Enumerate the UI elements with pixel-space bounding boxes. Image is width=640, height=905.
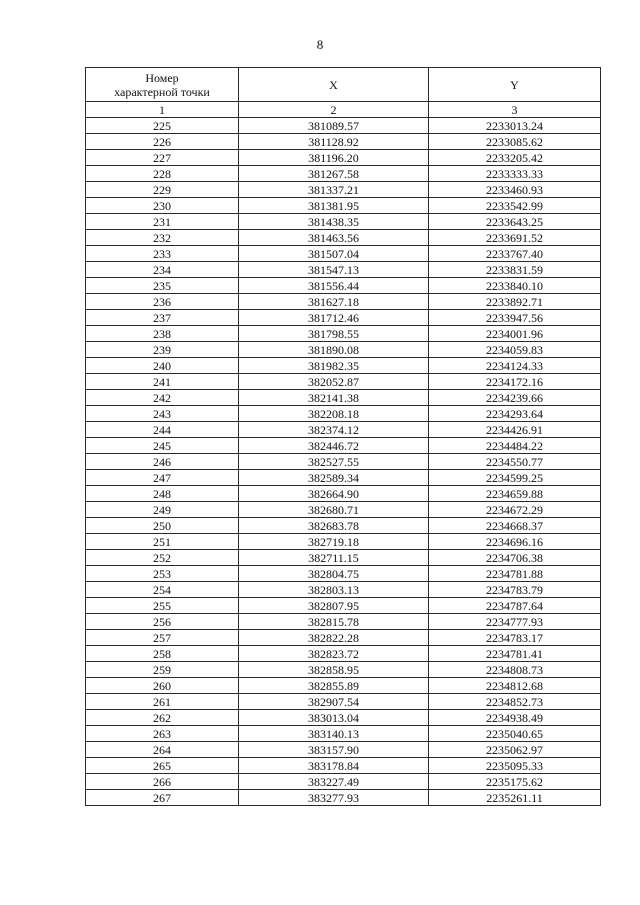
- table-row: [86, 182, 601, 198]
- y-coordinate-cell: 2234550.77: [429, 454, 601, 470]
- point-number-cell: 262: [86, 710, 239, 726]
- y-coordinate-cell: 2235040.65: [429, 726, 601, 742]
- y-coordinate-cell: 2234599.25: [429, 470, 601, 486]
- table-row: [86, 262, 601, 278]
- y-coordinate-cell: 2234668.37: [429, 518, 601, 534]
- table-row: [86, 294, 601, 310]
- y-coordinate-cell: 2233460.93: [429, 182, 601, 198]
- x-coordinate-cell: 383140.13: [239, 726, 429, 742]
- x-coordinate-cell: 381507.04: [239, 246, 429, 262]
- point-number-cell: 244: [86, 422, 239, 438]
- y-coordinate-cell: 2235062.97: [429, 742, 601, 758]
- point-number-cell: 245: [86, 438, 239, 454]
- table-row: [86, 422, 601, 438]
- y-coordinate-cell: 2235175.62: [429, 774, 601, 790]
- x-coordinate-cell: 382711.15: [239, 550, 429, 566]
- y-coordinate-cell: 2233085.62: [429, 134, 601, 150]
- point-number-cell: 252: [86, 550, 239, 566]
- x-coordinate-cell: 381128.92: [239, 134, 429, 150]
- x-coordinate-cell: 382052.87: [239, 374, 429, 390]
- point-number-cell: 232: [86, 230, 239, 246]
- point-number-cell: 227: [86, 150, 239, 166]
- y-coordinate-cell: 2234696.16: [429, 534, 601, 550]
- table-row: [86, 326, 601, 342]
- table-row: [86, 374, 601, 390]
- x-coordinate-cell: 381337.21: [239, 182, 429, 198]
- point-number-cell: 258: [86, 646, 239, 662]
- x-coordinate-cell: 382823.72: [239, 646, 429, 662]
- header-x: X: [239, 68, 429, 102]
- point-number-cell: 228: [86, 166, 239, 182]
- y-coordinate-cell: 2234938.49: [429, 710, 601, 726]
- point-number-cell: 259: [86, 662, 239, 678]
- column-number: 2: [239, 102, 429, 118]
- point-number-cell: 256: [86, 614, 239, 630]
- table-row: [86, 502, 601, 518]
- x-coordinate-cell: 382589.34: [239, 470, 429, 486]
- table-row: [86, 198, 601, 214]
- table-row: [86, 614, 601, 630]
- x-coordinate-cell: 382719.18: [239, 534, 429, 550]
- x-coordinate-cell: 382374.12: [239, 422, 429, 438]
- point-number-cell: 238: [86, 326, 239, 342]
- point-number-cell: 225: [86, 118, 239, 134]
- table-row: [86, 726, 601, 742]
- point-number-cell: 247: [86, 470, 239, 486]
- y-coordinate-cell: 2234852.73: [429, 694, 601, 710]
- point-number-cell: 226: [86, 134, 239, 150]
- point-number-cell: 254: [86, 582, 239, 598]
- x-coordinate-cell: 382815.78: [239, 614, 429, 630]
- x-coordinate-cell: 381556.44: [239, 278, 429, 294]
- point-number-cell: 230: [86, 198, 239, 214]
- header-point-number: [86, 68, 239, 102]
- table-row: [86, 134, 601, 150]
- x-coordinate-cell: 381381.95: [239, 198, 429, 214]
- point-number-cell: 239: [86, 342, 239, 358]
- x-coordinate-cell: 382804.75: [239, 566, 429, 582]
- table-row: [86, 166, 601, 182]
- table-row: [86, 438, 601, 454]
- x-coordinate-cell: 382822.28: [239, 630, 429, 646]
- y-coordinate-cell: 2233947.56: [429, 310, 601, 326]
- table-row: [86, 246, 601, 262]
- table-row: [86, 230, 601, 246]
- point-number-cell: 233: [86, 246, 239, 262]
- y-coordinate-cell: 2233643.25: [429, 214, 601, 230]
- y-coordinate-cell: 2234781.41: [429, 646, 601, 662]
- x-coordinate-cell: 382141.38: [239, 390, 429, 406]
- table-row: [86, 310, 601, 326]
- y-coordinate-cell: 2234777.93: [429, 614, 601, 630]
- point-number-cell: 246: [86, 454, 239, 470]
- y-coordinate-cell: 2234781.88: [429, 566, 601, 582]
- y-coordinate-cell: 2234001.96: [429, 326, 601, 342]
- x-coordinate-cell: 381438.35: [239, 214, 429, 230]
- table-row: [86, 118, 601, 134]
- table-row: [86, 646, 601, 662]
- x-coordinate-cell: 382208.18: [239, 406, 429, 422]
- x-coordinate-cell: 383178.84: [239, 758, 429, 774]
- table-row: [86, 390, 601, 406]
- y-coordinate-cell: 2234293.64: [429, 406, 601, 422]
- coordinates-table: [85, 67, 601, 806]
- point-number-cell: 248: [86, 486, 239, 502]
- y-coordinate-cell: 2234808.73: [429, 662, 601, 678]
- y-coordinate-cell: 2233892.71: [429, 294, 601, 310]
- table-row: [86, 470, 601, 486]
- header-point-line2: характерной точки: [114, 84, 210, 99]
- y-coordinate-cell: 2235095.33: [429, 758, 601, 774]
- y-coordinate-cell: 2233767.40: [429, 246, 601, 262]
- y-coordinate-cell: 2234783.79: [429, 582, 601, 598]
- y-coordinate-cell: 2234812.68: [429, 678, 601, 694]
- table-row: [86, 790, 601, 806]
- y-coordinate-cell: 2233013.24: [429, 118, 601, 134]
- table-row: [86, 454, 601, 470]
- x-coordinate-cell: 382446.72: [239, 438, 429, 454]
- y-coordinate-cell: 2233333.33: [429, 166, 601, 182]
- table-row: [86, 662, 601, 678]
- table-row: [86, 582, 601, 598]
- table-row: [86, 598, 601, 614]
- point-number-cell: 237: [86, 310, 239, 326]
- x-coordinate-cell: 381890.08: [239, 342, 429, 358]
- table-row: [86, 694, 601, 710]
- x-coordinate-cell: 381982.35: [239, 358, 429, 374]
- x-coordinate-cell: 381196.20: [239, 150, 429, 166]
- table-row: [86, 486, 601, 502]
- y-coordinate-cell: 2234239.66: [429, 390, 601, 406]
- table-row: [86, 406, 601, 422]
- table-row: [86, 278, 601, 294]
- table-row: [86, 678, 601, 694]
- y-coordinate-cell: 2234659.88: [429, 486, 601, 502]
- y-coordinate-cell: 2234484.22: [429, 438, 601, 454]
- table-row: [86, 534, 601, 550]
- x-coordinate-cell: 381089.57: [239, 118, 429, 134]
- y-coordinate-cell: 2234124.33: [429, 358, 601, 374]
- point-number-cell: 240: [86, 358, 239, 374]
- x-coordinate-cell: 381547.13: [239, 262, 429, 278]
- x-coordinate-cell: 382803.13: [239, 582, 429, 598]
- point-number-cell: 253: [86, 566, 239, 582]
- x-coordinate-cell: 382664.90: [239, 486, 429, 502]
- y-coordinate-cell: 2234426.91: [429, 422, 601, 438]
- x-coordinate-cell: 383227.49: [239, 774, 429, 790]
- point-number-cell: 241: [86, 374, 239, 390]
- point-number-cell: 243: [86, 406, 239, 422]
- x-coordinate-cell: 382807.95: [239, 598, 429, 614]
- x-coordinate-cell: 382907.54: [239, 694, 429, 710]
- point-number-cell: 234: [86, 262, 239, 278]
- table-row: [86, 710, 601, 726]
- header-point-line1: Номер: [145, 70, 179, 85]
- y-coordinate-cell: 2234672.29: [429, 502, 601, 518]
- y-coordinate-cell: 2233542.99: [429, 198, 601, 214]
- point-number-cell: 255: [86, 598, 239, 614]
- point-number-cell: 261: [86, 694, 239, 710]
- point-number-cell: 264: [86, 742, 239, 758]
- point-number-cell: 236: [86, 294, 239, 310]
- y-coordinate-cell: 2234783.17: [429, 630, 601, 646]
- y-coordinate-cell: 2233831.59: [429, 262, 601, 278]
- table-row: [86, 758, 601, 774]
- y-coordinate-cell: 2233691.52: [429, 230, 601, 246]
- y-coordinate-cell: 2235261.11: [429, 790, 601, 806]
- y-coordinate-cell: 2234706.38: [429, 550, 601, 566]
- x-coordinate-cell: 383277.93: [239, 790, 429, 806]
- y-coordinate-cell: 2233205.42: [429, 150, 601, 166]
- point-number-cell: 251: [86, 534, 239, 550]
- x-coordinate-cell: 381627.18: [239, 294, 429, 310]
- point-number-cell: 250: [86, 518, 239, 534]
- x-coordinate-cell: 383013.04: [239, 710, 429, 726]
- y-coordinate-cell: 2234787.64: [429, 598, 601, 614]
- header-y: Y: [429, 68, 601, 102]
- page-number: 8: [316, 37, 324, 52]
- x-coordinate-cell: 381267.58: [239, 166, 429, 182]
- point-number-cell: 257: [86, 630, 239, 646]
- point-number-cell: 229: [86, 182, 239, 198]
- column-number: 3: [429, 102, 601, 118]
- table-row: [86, 150, 601, 166]
- point-number-cell: 235: [86, 278, 239, 294]
- point-number-cell: 266: [86, 774, 239, 790]
- point-number-cell: 249: [86, 502, 239, 518]
- table-row: [86, 566, 601, 582]
- x-coordinate-cell: 382527.55: [239, 454, 429, 470]
- x-coordinate-cell: 382855.89: [239, 678, 429, 694]
- x-coordinate-cell: 382683.78: [239, 518, 429, 534]
- x-coordinate-cell: 381798.55: [239, 326, 429, 342]
- x-coordinate-cell: 383157.90: [239, 742, 429, 758]
- x-coordinate-cell: 381463.56: [239, 230, 429, 246]
- table-row: [86, 742, 601, 758]
- point-number-cell: 267: [86, 790, 239, 806]
- table-row: [86, 774, 601, 790]
- x-coordinate-cell: 382680.71: [239, 502, 429, 518]
- table-header-row: [86, 68, 601, 102]
- x-coordinate-cell: 381712.46: [239, 310, 429, 326]
- table-row: [86, 342, 601, 358]
- point-number-cell: 260: [86, 678, 239, 694]
- table-body: [86, 118, 601, 806]
- column-number-row: [86, 102, 601, 118]
- y-coordinate-cell: 2234059.83: [429, 342, 601, 358]
- table-row: [86, 630, 601, 646]
- table-row: [86, 358, 601, 374]
- point-number-cell: 265: [86, 758, 239, 774]
- point-number-cell: 242: [86, 390, 239, 406]
- table-row: [86, 518, 601, 534]
- point-number-cell: 263: [86, 726, 239, 742]
- y-coordinate-cell: 2234172.16: [429, 374, 601, 390]
- point-number-cell: 231: [86, 214, 239, 230]
- column-number: 1: [86, 102, 239, 118]
- table-row: [86, 214, 601, 230]
- x-coordinate-cell: 382858.95: [239, 662, 429, 678]
- table-row: [86, 550, 601, 566]
- y-coordinate-cell: 2233840.10: [429, 278, 601, 294]
